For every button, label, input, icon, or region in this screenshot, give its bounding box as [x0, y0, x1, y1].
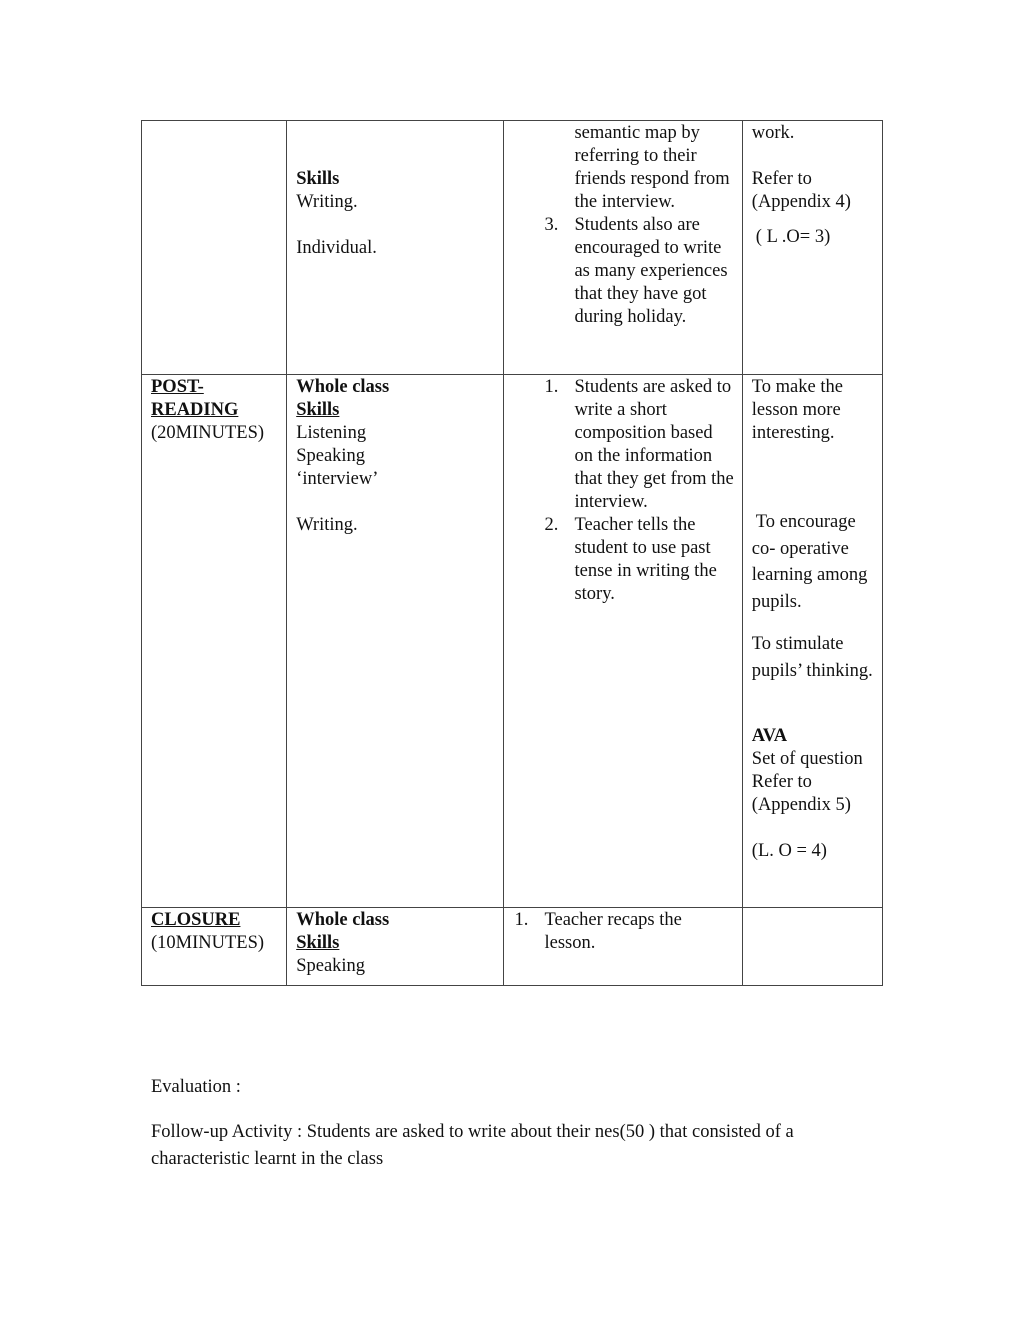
ava-line: Set of question [751, 749, 863, 769]
remark-text: Refer to (Appendix 4) [751, 169, 851, 212]
step-item: 2. Teacher tells the student to use past tense in writing the story. [544, 515, 717, 604]
remark-text: To make the lesson more interesting. [751, 377, 843, 443]
stage-time: (10MINUTES) [151, 933, 265, 953]
ava-label: AVA [751, 726, 788, 746]
grouping-text: Individual. [296, 238, 377, 258]
steps-cell [504, 908, 742, 986]
step-item: 1. Teacher recaps the lesson. [514, 910, 682, 953]
skills-label: Skills [296, 933, 340, 953]
table-row [142, 121, 883, 375]
remark-text: To encourage co- operative learning among pupils. [751, 512, 868, 612]
steps-cell [504, 375, 742, 908]
stage-cell [142, 375, 287, 908]
stage-time: (20MINUTES) [151, 423, 265, 443]
skill-item: Listening [296, 423, 367, 443]
organization-cell [287, 121, 504, 375]
lesson-plan-table [141, 120, 883, 986]
stage-cell [142, 908, 287, 986]
skill-item: Writing. [296, 192, 358, 212]
table-row [142, 908, 883, 986]
step-number: 1. [544, 377, 559, 397]
follow-up-activity: Follow-up Activity : Students are asked to write about their nes(50 ) that consisted of a characteristic learnt in the class [151, 1122, 794, 1169]
stage-title: POST-READING [151, 377, 239, 420]
organization-cell [287, 375, 504, 908]
remark-text: To stimulate pupils’ thinking. [751, 634, 873, 681]
evaluation-line: Evaluation : [151, 1077, 241, 1097]
skills-label: Skills [296, 169, 340, 189]
skill-item: ‘interview’ [296, 469, 379, 489]
skill-item: Speaking [296, 446, 366, 466]
step-item: 3. Students also are encouraged to write as many experiences that they have got during holiday. [544, 215, 728, 327]
step-item: semantic map by referring to their friends respond from the interview. [574, 123, 730, 212]
table-row [142, 375, 883, 908]
skill-item: Writing. [296, 515, 358, 535]
class-mode: Whole class [296, 377, 390, 397]
remarks-cell [742, 375, 882, 908]
learning-objective: ( L .O= 3) [755, 227, 831, 247]
ava-line: (Appendix 5) [751, 795, 851, 815]
stage-cell [142, 121, 287, 375]
remarks-cell [742, 121, 882, 375]
ava-line: Refer to [751, 772, 812, 792]
class-mode: Whole class [296, 910, 390, 930]
step-item: 1. Students are asked to write a short composition based on the information that they get from the interview. [544, 377, 734, 512]
skill-item: Speaking [296, 956, 366, 976]
step-number: 1. [514, 910, 529, 930]
step-number: 3. [544, 215, 559, 235]
skills-label: Skills [296, 400, 340, 420]
steps-cell [504, 121, 742, 375]
remark-text: work. [751, 123, 795, 143]
organization-cell [287, 908, 504, 986]
remarks-cell [742, 908, 882, 986]
step-number: 2. [544, 515, 559, 535]
learning-objective: (L. O = 4) [751, 841, 827, 861]
stage-title: CLOSURE [151, 910, 241, 930]
